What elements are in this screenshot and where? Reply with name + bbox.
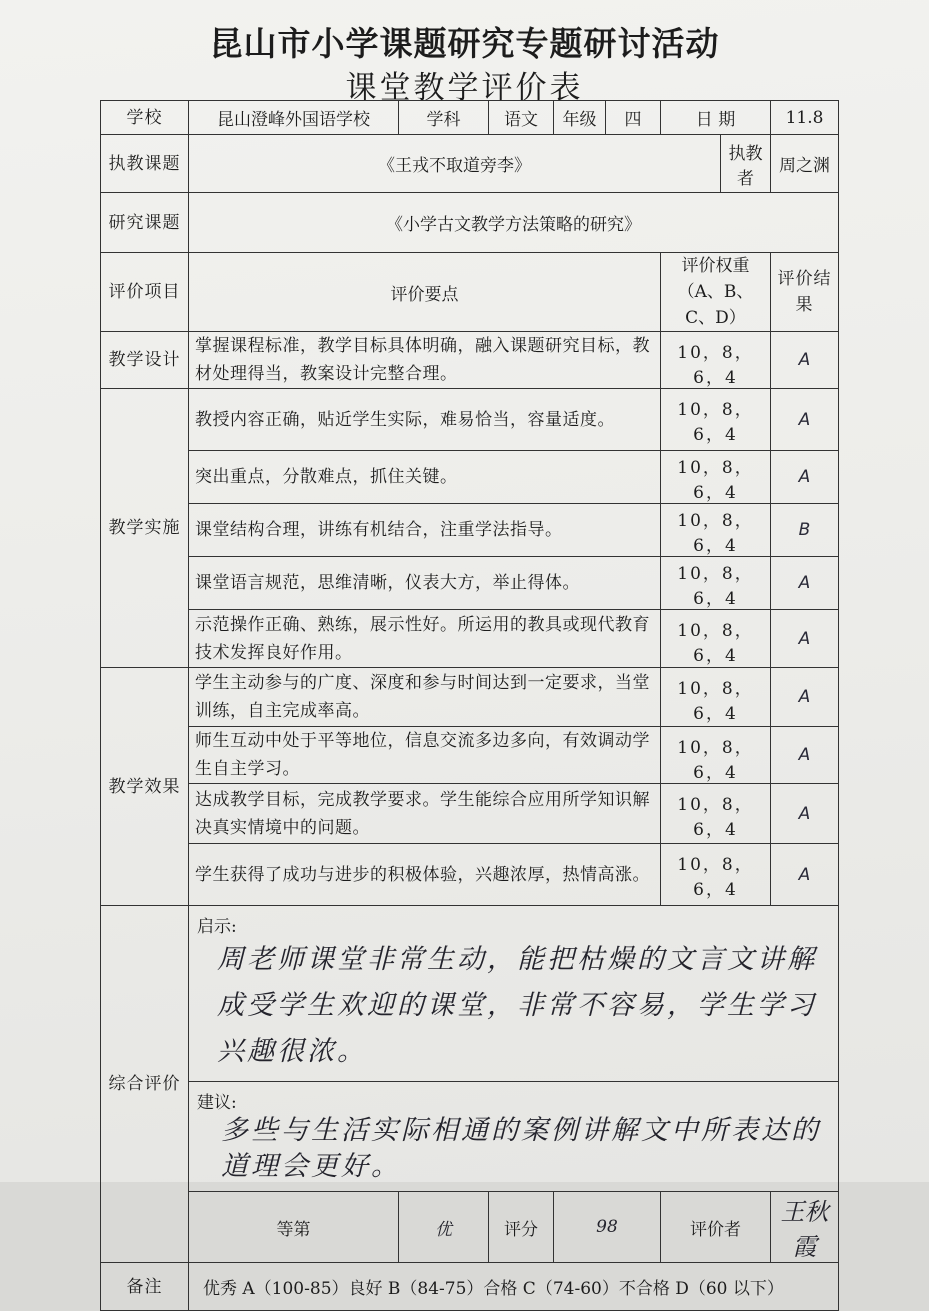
criteria-weight: 10，8，6，4 <box>661 557 771 610</box>
criteria-weight: 10，8，6，4 <box>661 727 771 784</box>
header-item: 评价项目 <box>101 253 189 332</box>
rating-row <box>101 1192 839 1263</box>
teacher-value: 周之渊 <box>771 135 839 193</box>
subject-label: 学科 <box>399 101 489 135</box>
criteria-result: A <box>771 332 839 389</box>
criteria-result: A <box>771 389 839 451</box>
criteria-weight: 10，8，6，4 <box>661 504 771 557</box>
date-label: 日 期 <box>661 101 771 135</box>
evaluator-value: 王秋霞 <box>771 1192 839 1263</box>
section-label-design: 教学设计 <box>101 332 189 389</box>
grade-value: 四 <box>606 101 661 135</box>
criteria-weight: 10，8，6，4 <box>661 389 771 451</box>
subject-value: 语文 <box>489 101 554 135</box>
criteria-weight: 10，8，6，4 <box>661 844 771 906</box>
suggestion-row <box>101 1082 839 1192</box>
rank-value: 优 <box>399 1192 489 1263</box>
criteria-weight: 10，8，6，4 <box>661 610 771 668</box>
criteria-result: A <box>771 451 839 504</box>
criteria-text: 师生互动中处于平等地位，信息交流多边多向，有效调动学生自主学习。 <box>189 727 661 784</box>
criteria-text: 学生主动参与的广度、深度和参与时间达到一定要求，当堂训练，自主完成率高。 <box>189 668 661 727</box>
suggestion-text: 多些与生活实际相通的案例讲解文中所表达的道理会更好。 <box>221 1115 821 1182</box>
evaluator-label: 评价者 <box>661 1192 771 1263</box>
insight-row <box>101 906 839 1082</box>
score-value: 98 <box>554 1192 661 1263</box>
score-label: 评分 <box>489 1192 554 1263</box>
criteria-text: 达成教学目标，完成教学要求。学生能综合应用所学知识解决真实情境中的问题。 <box>189 784 661 844</box>
criteria-text: 课堂语言规范，思维清晰，仪表大方，举止得体。 <box>189 557 661 610</box>
criteria-row <box>101 727 839 784</box>
criteria-result: A <box>771 668 839 727</box>
header-weight-title: 评价权重 <box>681 256 750 276</box>
criteria-result: B <box>771 504 839 557</box>
lesson-row <box>101 135 839 193</box>
page-subtitle: 课堂教学评价表 <box>345 70 584 106</box>
rank-label: 等第 <box>189 1192 399 1263</box>
criteria-result: A <box>771 727 839 784</box>
suggestion-label: 建议: <box>197 1093 237 1113</box>
insight-cell <box>189 906 839 1082</box>
criteria-weight: 10，8，6，4 <box>661 332 771 389</box>
lesson-label: 执教课题 <box>101 135 189 193</box>
criteria-result: A <box>771 557 839 610</box>
insight-text: 周老师课堂非常生动，能把枯燥的文言文讲解成受学生欢迎的课堂，非常不容易，学生学习兴趣很浓。 <box>217 944 817 1067</box>
criteria-row <box>101 844 839 906</box>
header-row <box>101 253 839 332</box>
criteria-text: 突出重点，分散难点，抓住关键。 <box>189 451 661 504</box>
suggestion-cell <box>189 1082 839 1192</box>
criteria-row <box>101 332 839 389</box>
evaluation-table <box>100 100 839 1311</box>
lesson-value: 《王戎不取道旁李》 <box>189 135 721 193</box>
header-points: 评价要点 <box>189 253 661 332</box>
criteria-text: 掌握课程标准，教学目标具体明确，融入课题研究目标，教材处理得当，教案设计完整合理。 <box>189 332 661 389</box>
section-label-effect: 教学效果 <box>101 668 189 906</box>
header-weight <box>661 253 771 332</box>
criteria-result: A <box>771 784 839 844</box>
insight-label: 启示: <box>197 917 237 937</box>
grade-label: 年级 <box>554 101 606 135</box>
criteria-text: 教授内容正确，贴近学生实际，难易恰当，容量适度。 <box>189 389 661 451</box>
criteria-weight: 10，8，6，4 <box>661 668 771 727</box>
criteria-row <box>101 610 839 668</box>
notes-row <box>101 1263 839 1311</box>
page-title: 昆山市小学课题研究专题研讨活动 <box>209 24 720 63</box>
header-weight-sub: （A、B、C、D） <box>677 282 754 328</box>
criteria-text: 学生获得了成功与进步的积极体验，兴趣浓厚，热情高涨。 <box>189 844 661 906</box>
criteria-row <box>101 557 839 610</box>
criteria-result: A <box>771 610 839 668</box>
criteria-row <box>101 389 839 451</box>
section-label-implementation: 教学实施 <box>101 389 189 668</box>
info-row <box>101 101 839 135</box>
criteria-result: A <box>771 844 839 906</box>
research-row <box>101 193 839 253</box>
header-result: 评价结果 <box>771 253 839 332</box>
criteria-row <box>101 668 839 727</box>
date-value: 11.8 <box>771 101 839 135</box>
criteria-weight: 10，8，6，4 <box>661 784 771 844</box>
school-value: 昆山澄峰外国语学校 <box>189 101 399 135</box>
criteria-text: 示范操作正确、熟练，展示性好。所运用的教具或现代教育技术发挥良好作用。 <box>189 610 661 668</box>
research-label: 研究课题 <box>101 193 189 253</box>
criteria-row <box>101 504 839 557</box>
overall-label: 综合评价 <box>101 906 189 1263</box>
school-label: 学校 <box>101 101 189 135</box>
criteria-row <box>101 451 839 504</box>
criteria-text: 课堂结构合理，讲练有机结合，注重学法指导。 <box>189 504 661 557</box>
notes-text: 优秀 A（100-85）良好 B（84-75）合格 C（74-60）不合格 D（60 以下） <box>189 1263 839 1311</box>
notes-label: 备注 <box>101 1263 189 1311</box>
criteria-weight: 10，8，6，4 <box>661 451 771 504</box>
teacher-label: 执教者 <box>721 135 771 193</box>
research-value: 《小学古文教学方法策略的研究》 <box>189 193 839 253</box>
criteria-row <box>101 784 839 844</box>
